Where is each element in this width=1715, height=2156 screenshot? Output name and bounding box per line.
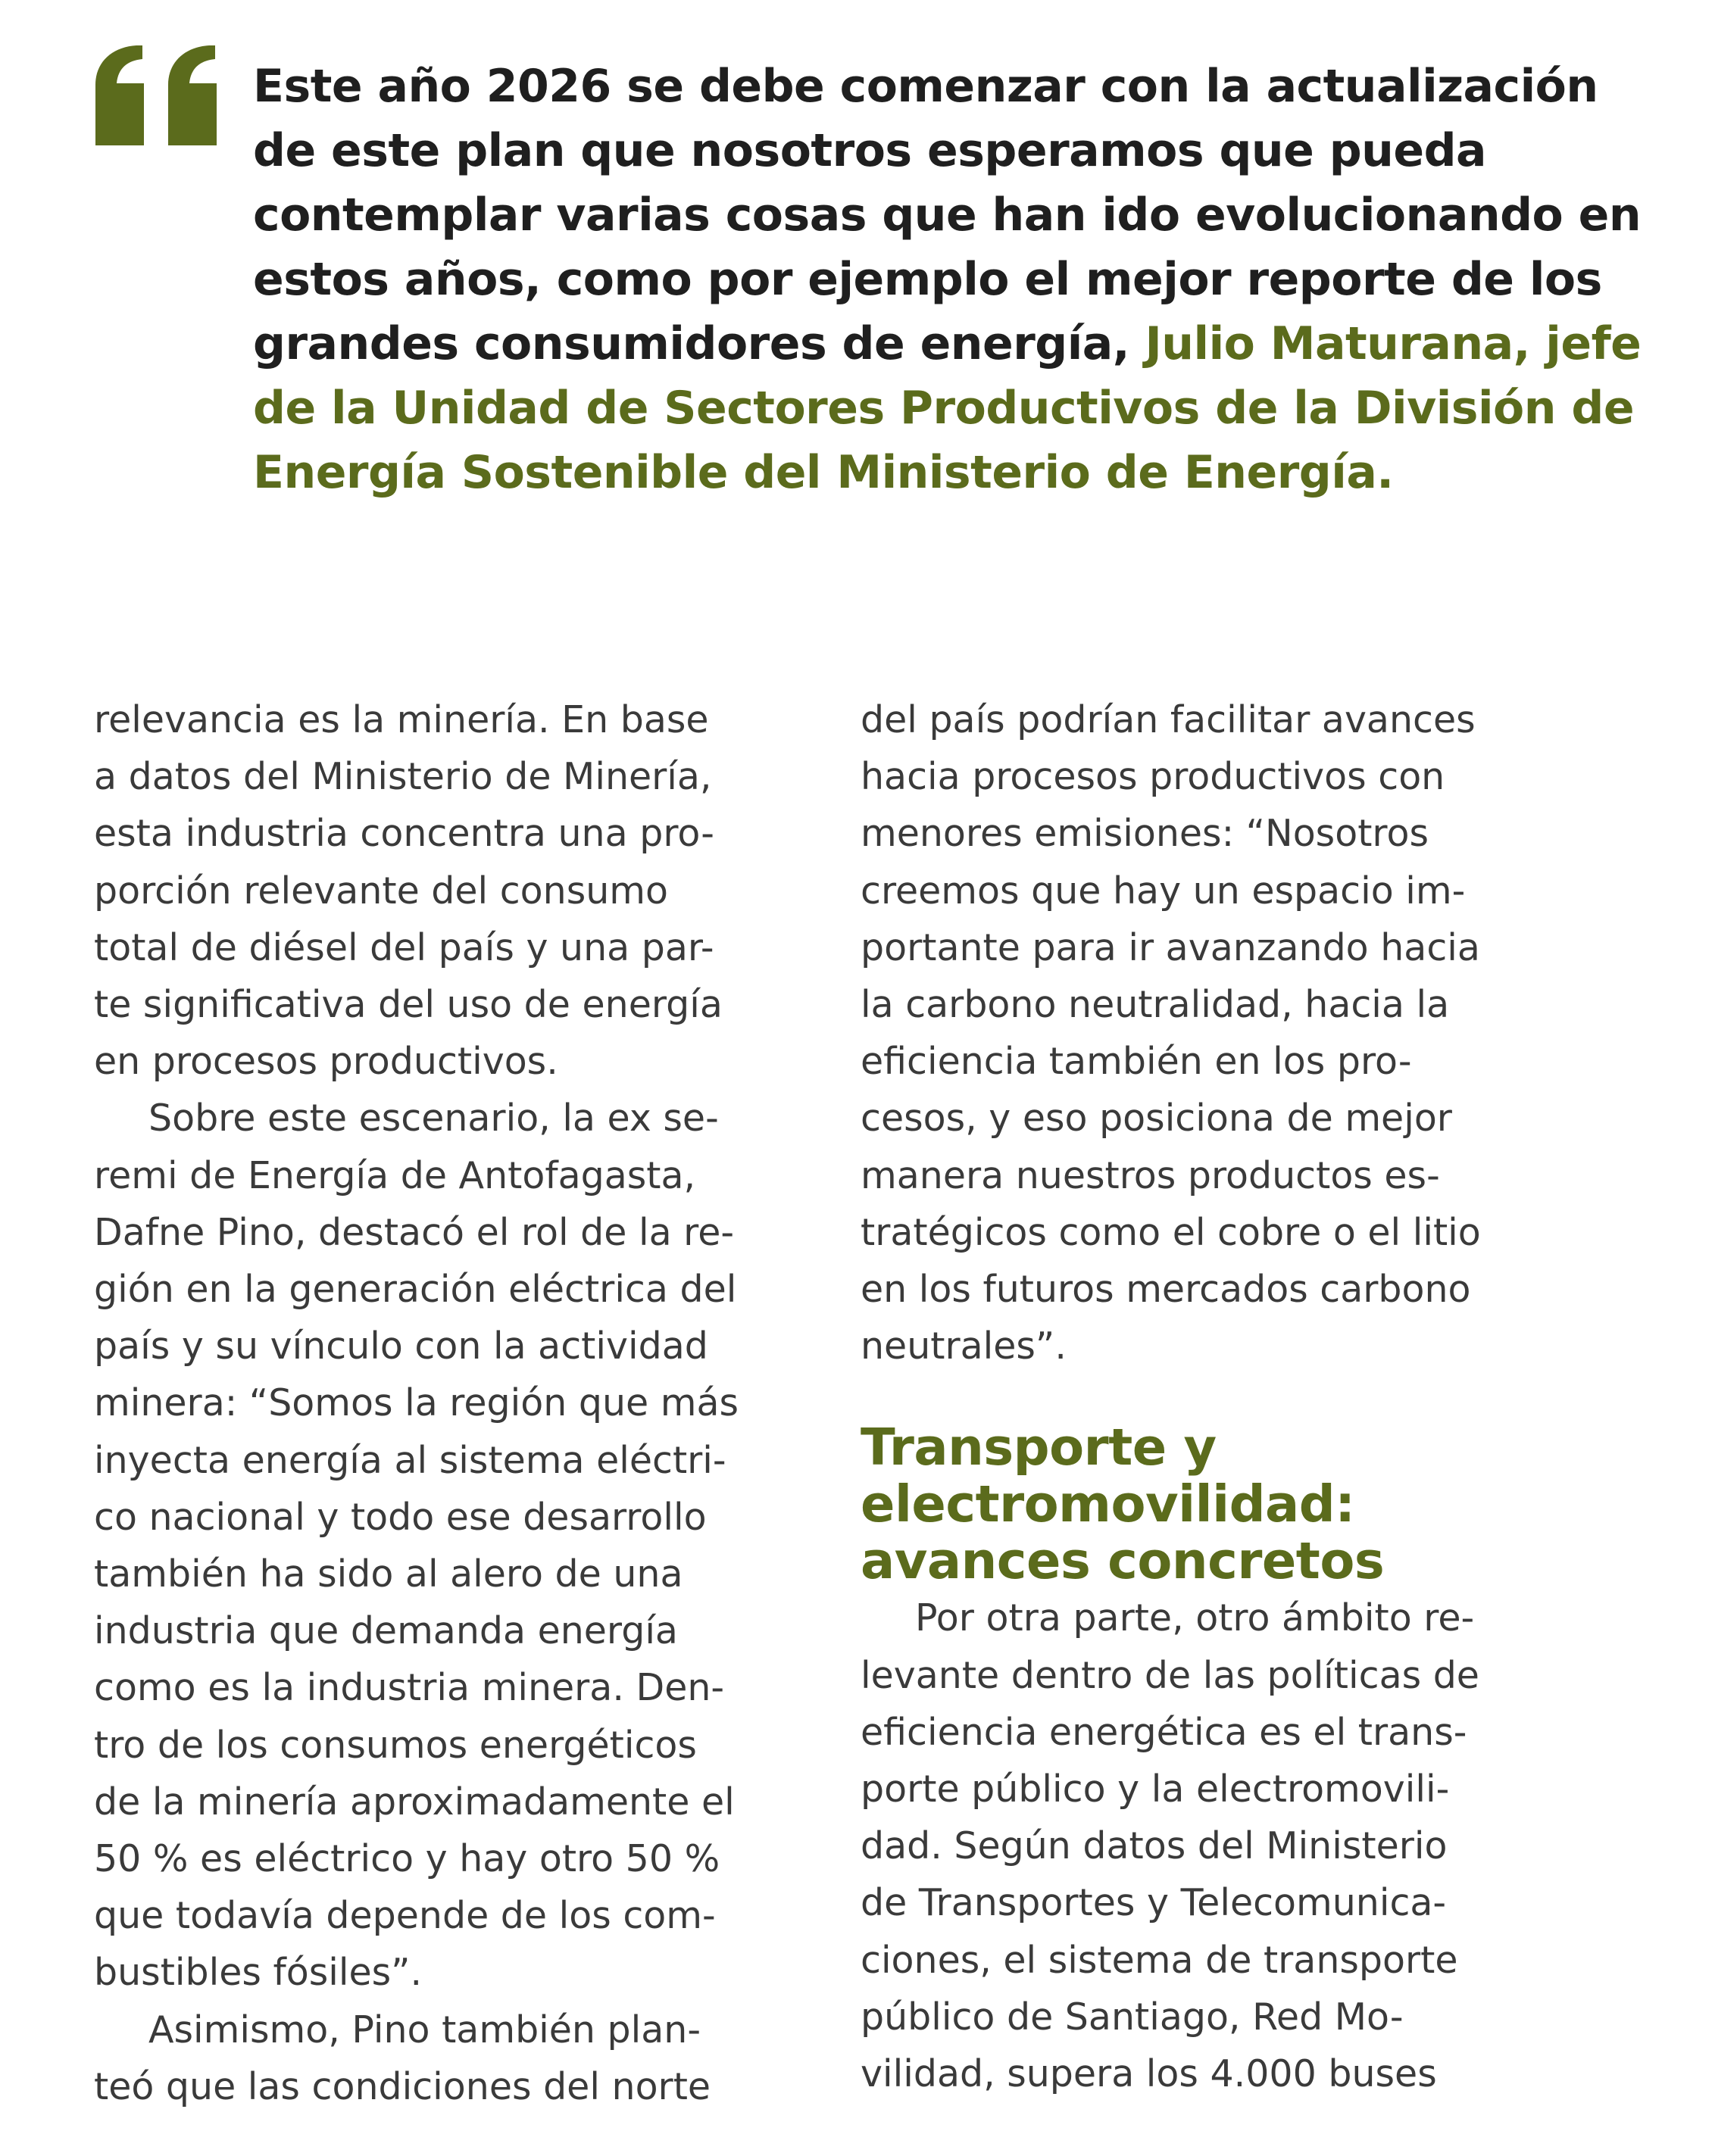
text-line: tro de los consumos energéticos [94,1723,697,1767]
text-line: dad. Según datos del Ministerio [861,1824,1448,1868]
pull-quote-text: grandes consumidores de energía, [253,317,1145,370]
text-line: eficiencia también en los pro- [861,1040,1412,1084]
text-line: en los futuros mercados carbono [861,1268,1471,1312]
text-line: cesos, y eso posiciona de mejor [861,1097,1452,1140]
text-line: manera nuestros productos es- [861,1153,1440,1197]
text-line: remi de Energía de Antofagasta, [94,1153,696,1197]
text-line: creemos que hay un espacio im- [861,869,1466,913]
quote-attribution: Julio Maturana, jefe [1145,317,1642,370]
text-line: Por otra parte, otro ámbito re- [915,1596,1475,1640]
text-line: teó que las condiciones del norte [94,2064,711,2108]
heading-line: Transporte y [861,1418,1217,1477]
text-line: ciones, el sistema de transporte [861,1938,1458,1982]
text-line: 50 % es eléctrico y hay otro 50 % [94,1837,720,1881]
text-line: total de diésel del país y una par- [94,925,714,969]
text-line: porción relevante del consumo [94,869,669,913]
text-line: industria que demanda energía [94,1609,678,1653]
text-line: en procesos productivos. [94,1040,558,1084]
text-line: vilidad, supera los 4.000 buses [861,2052,1437,2096]
pull-quote [253,55,1642,505]
body-paragraph [94,1090,821,2001]
text-line: tratégicos como el cobre o el litio [861,1210,1481,1254]
heading-line: electromovilidad: [861,1474,1355,1534]
article-column-left [94,691,821,2115]
text-line: inyecta energía al sistema eléctri- [94,1438,726,1482]
pull-quote-line: contemplar varias cosas que han ido evolucionando en [253,189,1642,242]
text-line: bustibles fósiles”. [94,1951,423,1995]
body-paragraph [94,2002,821,2115]
text-line: neutrales”. [861,1324,1067,1368]
text-line: Asimismo, Pino también plan- [148,2008,701,2051]
text-line: también ha sido al alero de una [94,1552,683,1596]
text-line: esta industria concentra una pro- [94,812,714,856]
article-column-right [861,691,1588,2102]
quote-attribution-line: de la Unidad de Sectores Productivos de la División de [253,382,1635,435]
text-line: como es la industria minera. Den- [94,1666,725,1710]
body-paragraph [861,691,1588,1374]
text-line: Dafne Pino, destacó el rol de la re- [94,1210,735,1254]
text-line: levante dentro de las políticas de [861,1653,1479,1697]
body-paragraph [861,1590,1588,2102]
text-line: eficiencia energética es el trans- [861,1710,1467,1754]
text-line: minera: “Somos la región que más [94,1381,739,1425]
text-line: del país podrían facilitar avances [861,698,1476,741]
heading-line: avances concretos [861,1531,1385,1591]
text-line: portante para ir avanzando hacia [861,925,1480,969]
pull-quote-line: Este año 2026 se debe comenzar con la actualización [253,60,1598,113]
pull-quote-line [253,312,1642,376]
body-paragraph [94,691,821,1090]
quote-attribution-line: Energía Sostenible del Ministerio de Energía. [253,446,1394,499]
section-heading [861,1419,1588,1590]
text-line: menores emisiones: “Nosotros [861,812,1429,856]
text-line: gión en la generación eléctrica del [94,1268,737,1312]
text-line: Sobre este escenario, la ex se- [148,1097,719,1140]
text-line: relevancia es la minería. En base [94,698,709,741]
text-line: porte público y la electromovili- [861,1768,1450,1811]
text-line: país y su vínculo con la actividad [94,1324,708,1368]
pull-quote-line: de este plan que nosotros esperamos que pueda [253,124,1487,177]
pull-quote-line: estos años, como por ejemplo el mejor reporte de los [253,253,1602,306]
quote-mark-icon [89,39,233,183]
text-line: hacia procesos productivos con [861,755,1445,799]
text-line: a datos del Ministerio de Minería, [94,755,712,799]
text-line: público de Santiago, Red Mo- [861,1995,1404,2039]
text-line: la carbono neutralidad, hacia la [861,983,1450,1027]
text-line: de la minería aproximadamente el [94,1780,735,1824]
text-line: de Transportes y Telecomunica- [861,1881,1447,1925]
text-line: co nacional y todo ese desarrollo [94,1495,707,1539]
text-line: te significativa del uso de energía [94,983,723,1027]
text-line: que todavía depende de los com- [94,1894,716,1938]
